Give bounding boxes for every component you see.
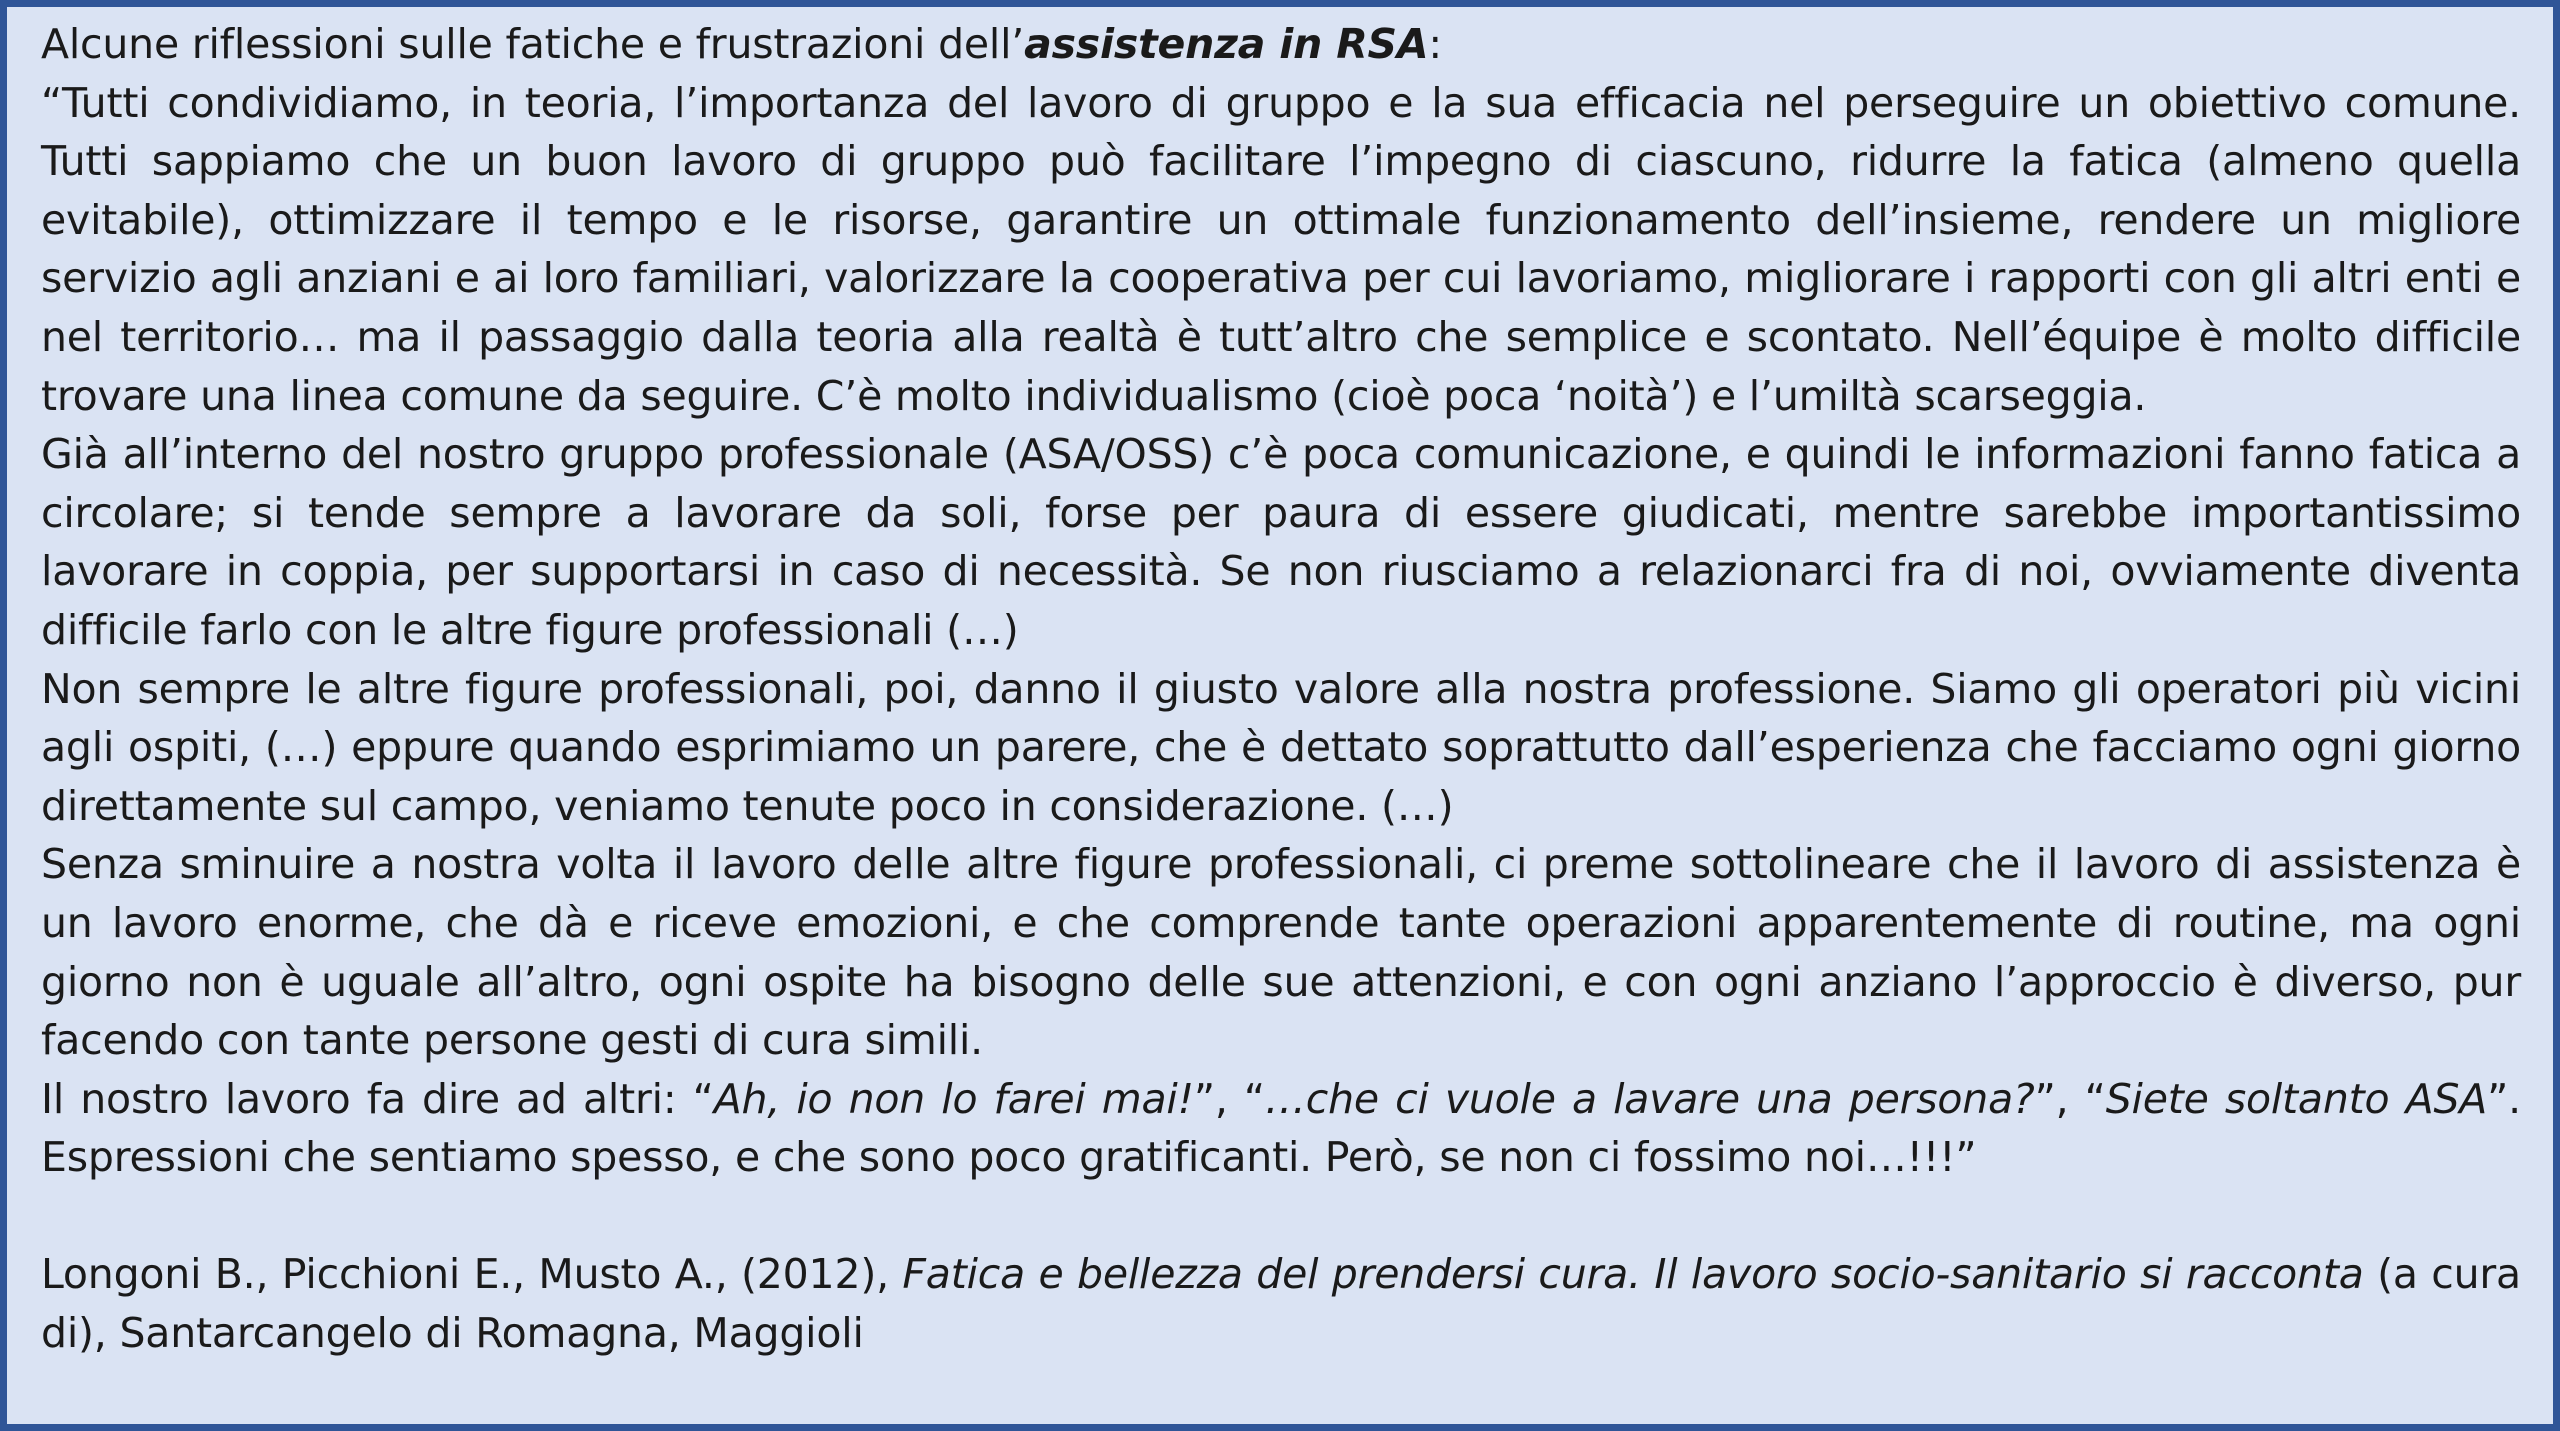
title-suffix: : bbox=[1428, 20, 1443, 68]
paragraph-5-part-2: ”, “ bbox=[1193, 1074, 1265, 1123]
paragraph-2: Già all’interno del nostro gruppo professionale (ASA/OSS) c’è poca comunicazione, e quindi le informazioni fanno fatica a circolare; si tende sempre a lavorare da soli, forse per paura di essere giudicati, mentre sarebbe importantissimo lavorare in coppia, per supportarsi in caso di necessità. Se non riusciamo a relazionarci fra di noi, ovviamente diventa difficile farlo con le altre figure professionali (…) bbox=[41, 430, 2521, 654]
title-prefix: Alcune riflessioni sulle fatiche e frustrazioni dell’ bbox=[41, 20, 1025, 68]
spacer bbox=[41, 1187, 2521, 1246]
box-title bbox=[41, 15, 2521, 74]
quote-content bbox=[41, 15, 2521, 1363]
citation-book-title: Fatica e bellezza del prendersi cura. Il lavoro socio-sanitario si racconta bbox=[902, 1250, 2364, 1299]
paragraph-5 bbox=[41, 1070, 2521, 1187]
paragraph-5-part-3: ”, “ bbox=[2034, 1074, 2106, 1123]
paragraph-4: Senza sminuire a nostra volta il lavoro delle altre figure professionali, ci preme sottolineare che il lavoro di assistenza è un lavoro enorme, che dà e riceve emozioni, e che comprende tante operazioni apparentemente di routine, ma ogni giorno non è uguale all’altro, ogni ospite ha bisogno delle sue attenzioni, e con ogni anziano l’approccio è diverso, pur facendo con tante persone gesti di cura simili. bbox=[41, 840, 2521, 1065]
title-emphasis: assistenza in RSA bbox=[1024, 20, 1429, 68]
quote-3: Siete soltanto ASA bbox=[2105, 1074, 2488, 1123]
citation bbox=[41, 1245, 2521, 1362]
quote-2: …che ci vuole a lavare una persona? bbox=[1264, 1074, 2035, 1123]
paragraph-5-part-1: Il nostro lavoro fa dire ad altri: “ bbox=[41, 1074, 714, 1123]
citation-rest: (a cura di), Santarcangelo di Romagna, Maggioli bbox=[41, 1250, 2521, 1358]
citation-authors: Longoni B., Picchioni E., Musto A., (2012), bbox=[41, 1250, 903, 1299]
paragraph-3: Non sempre le altre figure professionali, poi, danno il giusto valore alla nostra professione. Siamo gli operatori più vicini agli ospiti, (…) eppure quando esprimiamo un parere, che è dettato soprattutto dall’esperienza che facciamo ogni giorno direttamente sul campo, veniamo tenute poco in considerazione. (…) bbox=[41, 664, 2521, 830]
paragraph-5-part-4: ”. Espressioni che sentiamo spesso, e che sono poco gratificanti. Però, se non ci fossimo noi…!!!” bbox=[41, 1074, 2521, 1182]
quote-1: Ah, io non lo farei mai! bbox=[713, 1074, 1194, 1123]
paragraph-1: “Tutti condividiamo, in teoria, l’importanza del lavoro di gruppo e la sua efficacia nel perseguire un obiettivo comune. Tutti sappiamo che un buon lavoro di gruppo può facilitare l’impegno di ciascuno, ridurre la fatica (almeno quella evitabile), ottimizzare il tempo e le risorse, garantire un ottimale funzionamento dell’insieme, rendere un migliore servizio agli anziani e ai loro familiari, valorizzare la cooperativa per cui lavoriamo, migliorare i rapporti con gli altri enti e nel territorio… ma il passaggio dalla teoria alla realtà è tutt’altro che semplice e scontato. Nell’équipe è molto difficile trovare una linea comune da seguire. C’è molto individualismo (cioè poca ‘noità’) e l’umiltà scarseggia. bbox=[41, 78, 2521, 420]
